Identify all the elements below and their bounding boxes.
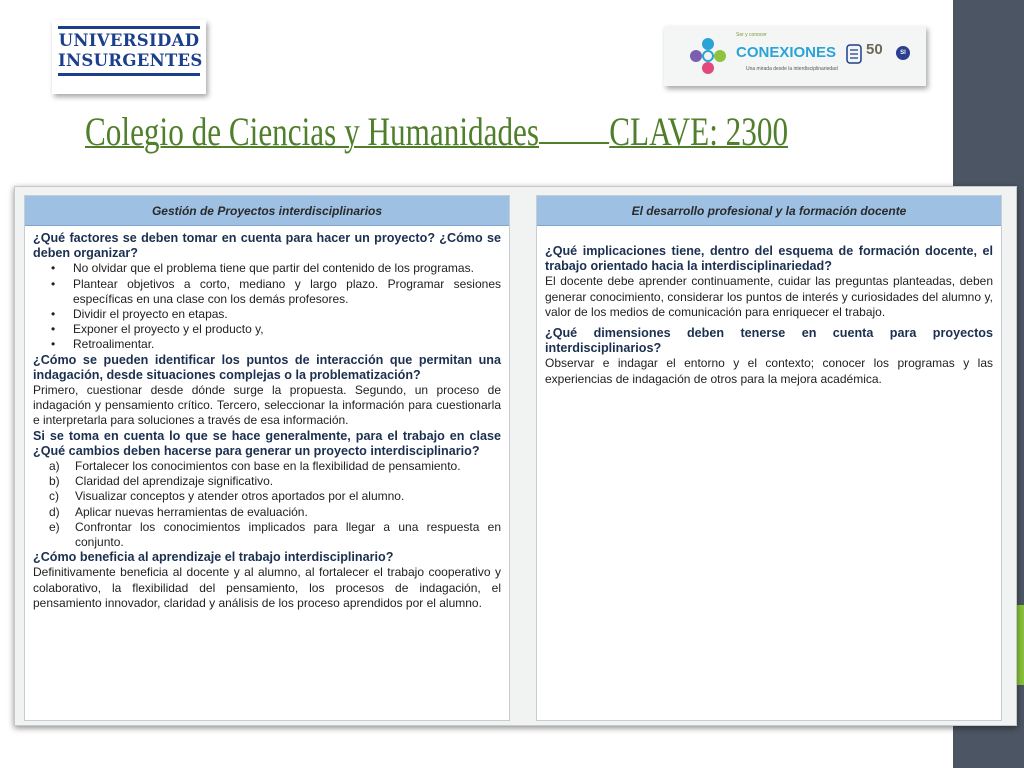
universidad-insurgentes-logo	[52, 20, 206, 94]
conexiones-mark-icon	[688, 36, 728, 76]
question-4: ¿Cómo beneficia al aprendizaje el trabajo interdisciplinario?	[33, 550, 394, 565]
list-marker: b)	[49, 474, 60, 489]
unam-seal-icon	[846, 44, 862, 64]
logo-line-2: INSURGENTES	[58, 51, 203, 70]
panel-desarrollo-profesional	[536, 195, 1002, 721]
list-item-text: Confrontar los conocimientos implicados para llegar a una respuesta en conjunto.	[75, 519, 501, 550]
question-1: ¿Qué factores se deben tomar en cuenta para hacer un proyecto? ¿Cómo se deben organizar?	[33, 231, 501, 261]
list-item	[33, 520, 501, 550]
list-item-text: Aplicar nuevas herramientas de evaluación.	[75, 504, 308, 519]
list-item	[33, 474, 501, 489]
conexiones-brand: CONEXIONES	[736, 44, 837, 61]
si-badge: SI	[896, 46, 910, 60]
list-item-text: Exponer el proyecto y el producto y,	[73, 322, 264, 337]
list-item	[33, 459, 501, 474]
question-1: ¿Qué implicaciones tiene, dentro del esquema de formación docente, el trabajo orientado hacia la interdisciplinariedad?	[545, 244, 993, 274]
title-gap	[539, 107, 609, 144]
conexiones-logo	[664, 26, 926, 86]
list-marker: a)	[49, 459, 60, 474]
answer-1: El docente debe aprender continuamente, cuidar las preguntas planteadas, deben generar conocimiento, considerar los puntos de interés y curiosidades del alumno y, valor de los medios de comunicación para enriquecer el trabajo.	[545, 274, 993, 319]
list-item	[33, 505, 501, 520]
list-item-text: Plantear objetivos a corto, mediano y largo plazo. Programar sesiones específicas en una clase con los demás profesores.	[73, 276, 501, 306]
bullet-icon: •	[51, 307, 56, 322]
question-3: Si se toma en cuenta lo que se hace generalmente, para el trabajo en clase ¿Qué cambios deben hacerse para generar un proyecto interdisciplinario?	[33, 428, 501, 458]
panel-gestion-proyectos	[24, 195, 510, 721]
list-item	[33, 277, 501, 307]
list-item	[33, 261, 501, 276]
logo-line-1: UNIVERSIDAD	[58, 31, 200, 50]
question-2: ¿Cómo se pueden identificar los puntos de interacción que permitan una indagación, desde situaciones complejas o la problematización?	[33, 352, 501, 382]
list-item-text: Fortalecer los conocimientos con base en la flexibilidad de pensamiento.	[75, 459, 461, 474]
list-item-text: Retroalimentar.	[73, 337, 155, 352]
list-item	[33, 307, 501, 322]
list-item-text: No olvidar que el problema tiene que partir del contenido de los programas.	[73, 261, 474, 276]
list-item	[33, 322, 501, 337]
list-item	[33, 489, 501, 504]
bullet-icon: •	[51, 276, 56, 291]
bullet-icon: •	[51, 337, 56, 352]
list-marker: e)	[49, 519, 60, 534]
conexiones-tag: Ser y conocer	[736, 32, 767, 38]
conexiones-subtitle: Una mirada desde la interdisciplinariedad	[746, 66, 838, 72]
page-title	[85, 107, 789, 157]
panel-body	[25, 226, 509, 611]
document-frame	[14, 186, 1017, 726]
clave-code: CLAVE: 2300	[609, 109, 789, 154]
anniversary-50: 50	[866, 41, 883, 58]
list-item-text: Visualizar conceptos y atender otros aportados por el alumno.	[75, 489, 405, 504]
answer-2: Observar e indagar el entorno y el contexto; conocer los programas y las experiencias de indagación de otros para la mejora académica.	[545, 356, 993, 386]
college-name: Colegio de Ciencias y Humanidades	[85, 109, 540, 154]
list-item-text: Claridad del aprendizaje significativo.	[75, 474, 274, 489]
list-item-text: Dividir el proyecto en etapas.	[73, 307, 228, 322]
panel-header: El desarrollo profesional y la formación docente	[537, 196, 1001, 226]
answer-4: Definitivamente beneficia al docente y al alumno, al fortalecer el trabajo cooperativo y colaborativo, la flexibilidad del pensamiento, los procesos de indagación, el pensamiento innovador, claridad y análisis de los proceso aprendidos por el alumno.	[33, 565, 501, 610]
bullet-icon: •	[51, 322, 56, 337]
panel-body	[537, 226, 1001, 387]
answer-2: Primero, cuestionar desde dónde surge la propuesta. Segundo, un proceso de indagación y pensamiento crítico. Tercero, seleccionar la información para cuestionarla e interpretarla para soluciones a través de esa información.	[33, 383, 501, 428]
bullet-icon: •	[51, 261, 56, 276]
list-marker: c)	[49, 489, 59, 504]
logo-bar	[58, 73, 200, 76]
question-2: ¿Qué dimensiones deben tenerse en cuenta para proyectos interdisciplinarios?	[545, 326, 993, 356]
panel-header: Gestión de Proyectos interdisciplinarios	[25, 196, 509, 226]
logo-bar	[58, 26, 200, 29]
list-marker: d)	[49, 504, 60, 519]
list-item	[33, 337, 501, 352]
